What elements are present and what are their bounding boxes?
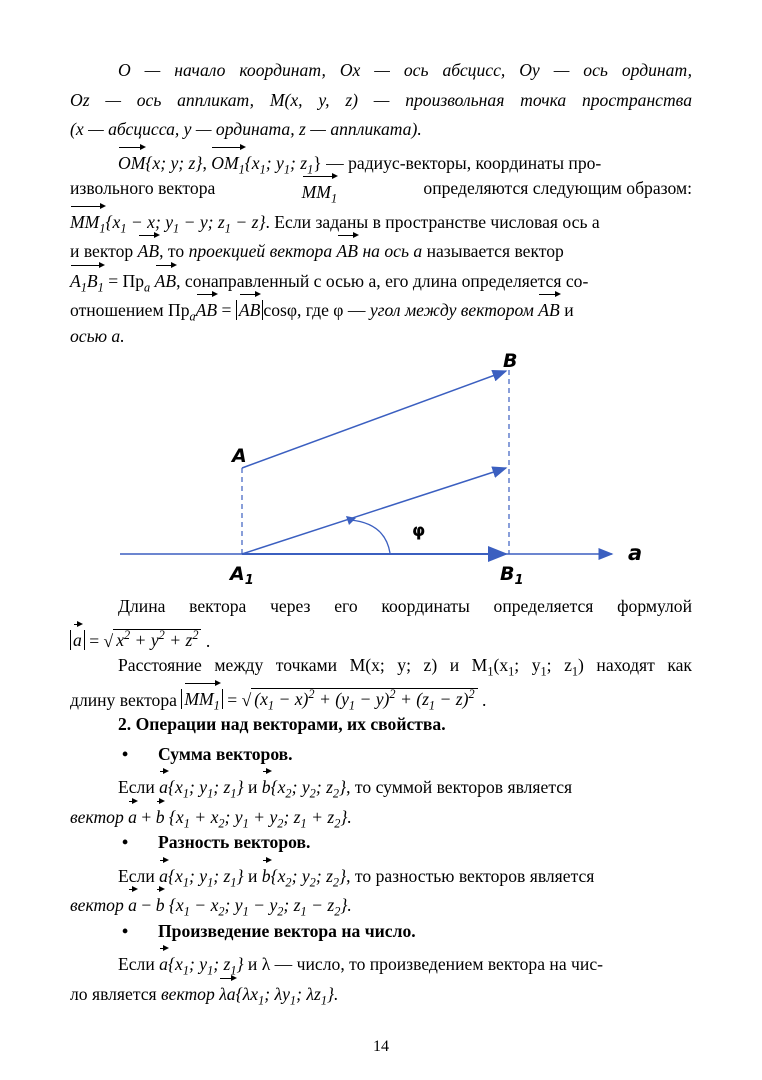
vector-a: a xyxy=(159,946,168,980)
vector-mm1-name: MM xyxy=(184,689,214,710)
sqrt-expr xyxy=(113,629,201,650)
coord-part: − y xyxy=(248,895,278,915)
coord-part: ; y xyxy=(188,954,208,974)
coord-part: ; z xyxy=(213,865,231,886)
subscript: 1 xyxy=(120,221,127,236)
subscript: 1 xyxy=(173,221,180,236)
coord-part: ; λy xyxy=(264,983,290,1004)
subscript: a xyxy=(189,309,196,324)
section-2-heading xyxy=(70,710,692,740)
subscript: 1 xyxy=(230,963,237,978)
distance-text: ; y xyxy=(514,655,541,675)
term-vector: вектор xyxy=(161,983,215,1004)
separator: , xyxy=(202,152,212,173)
intro-line xyxy=(70,204,692,234)
coord-part: {x xyxy=(167,865,183,886)
subscript: 1 xyxy=(224,221,231,236)
vector-a: a xyxy=(159,769,168,803)
label-a: A xyxy=(232,445,247,467)
coord-part: ; z xyxy=(213,777,231,797)
bullet-icon: • xyxy=(122,832,129,852)
intro-text: , сонаправленный с осью a, его длина определяется со- xyxy=(176,270,589,291)
diff-line xyxy=(70,858,692,888)
vector-om: OM xyxy=(118,145,145,179)
coord-part: {x xyxy=(270,777,286,797)
vector-b: b xyxy=(156,887,165,921)
vector-a1b1 xyxy=(70,263,104,303)
coord-part: ; y xyxy=(265,152,284,173)
coords-diff xyxy=(168,895,352,919)
coord-part: ; y xyxy=(291,777,310,797)
abs-a xyxy=(70,630,85,650)
power: 2 xyxy=(389,687,396,702)
intro-text: , то xyxy=(159,241,189,261)
expr-part: − z) xyxy=(435,689,469,710)
vector-mm1-name: MM xyxy=(301,182,331,202)
coord-part: − y; z xyxy=(179,211,225,232)
mult-text: и λ — число, то произведением вектора на чис- xyxy=(243,954,603,974)
length-line xyxy=(70,592,692,622)
vector-a: a xyxy=(128,799,137,833)
label-b1-letter: B xyxy=(500,563,515,585)
section-2-title: 2. Операции над векторами, их свойства. xyxy=(118,714,446,734)
sum-text: Если xyxy=(118,777,155,797)
subscript: 1 xyxy=(283,162,291,177)
subscript: 1 xyxy=(487,664,494,679)
bullet-mult xyxy=(70,917,692,947)
subscript: 1 xyxy=(238,162,245,177)
subscript: 1 xyxy=(242,904,249,919)
coord-part: ; λz xyxy=(296,983,321,1004)
coord-part: } xyxy=(339,777,347,797)
expr-part: + z xyxy=(164,630,193,651)
coord-part: {x xyxy=(105,211,121,232)
intro-text: Oz — ось аппликат, M(x, y, z) — произвольная точка пространства xyxy=(70,89,692,110)
power: 2 xyxy=(192,628,199,643)
coords-b xyxy=(270,777,347,801)
distance-text: ; z xyxy=(546,655,572,675)
coords-sum xyxy=(168,806,352,831)
subscript: 1 xyxy=(207,963,214,978)
distance-line xyxy=(70,651,692,681)
expr-part: − y) xyxy=(355,689,390,710)
subscript: 1 xyxy=(207,875,214,890)
subscript: 1 xyxy=(213,698,220,713)
coords-b xyxy=(270,865,347,890)
coord-part: ; z xyxy=(283,806,301,827)
coord-part: − z xyxy=(306,895,335,915)
vector-ab: AB xyxy=(138,233,160,267)
subscript: 2 xyxy=(277,904,284,919)
coord-part: − x; y xyxy=(126,211,174,232)
vector-ab-line xyxy=(242,371,506,468)
vector-mm1 xyxy=(302,174,337,204)
subscript: 2 xyxy=(309,875,316,890)
subscript: 2 xyxy=(218,904,225,919)
coord-part: {x xyxy=(167,777,183,797)
subscript: 1 xyxy=(97,280,104,295)
sum-result xyxy=(70,799,692,829)
vector-mm1 xyxy=(70,204,105,244)
expr-part: (x xyxy=(254,689,268,710)
mult-line xyxy=(70,946,692,976)
coord-part: ; y xyxy=(224,895,243,915)
subscript: 2 xyxy=(285,875,292,890)
abs-ab xyxy=(236,300,264,320)
intro-text: , где φ — xyxy=(297,300,370,320)
subscript: 1 xyxy=(207,786,214,801)
coord-part: {x xyxy=(168,806,184,827)
subscript: 1 xyxy=(330,191,338,206)
diff-title: Разность векторов. xyxy=(158,832,311,852)
subscript: 1 xyxy=(99,221,106,236)
subscript: 1 xyxy=(230,786,237,801)
intro-text: извольного вектора xyxy=(70,178,216,198)
point-name: A xyxy=(70,270,81,291)
coords-a xyxy=(167,954,244,978)
coord-part: ; y xyxy=(188,777,208,797)
power: 2 xyxy=(468,687,475,702)
vector-lambda-a: λa xyxy=(219,976,235,1010)
vector-mm1 xyxy=(184,681,219,721)
coord-part: } xyxy=(236,865,244,886)
diff-result xyxy=(70,887,692,917)
vector-b: b xyxy=(262,769,271,803)
bullet-icon: • xyxy=(122,743,129,764)
coords-mm1 xyxy=(105,211,266,236)
diff-text: и xyxy=(247,865,258,886)
power: 2 xyxy=(124,628,131,643)
coords-a xyxy=(167,865,244,890)
coord-part: ; z xyxy=(315,865,333,886)
sum-title: Сумма векторов. xyxy=(158,743,293,764)
subscript: 2 xyxy=(218,816,225,831)
distance-text: (x xyxy=(493,655,509,675)
intro-line xyxy=(70,86,692,116)
intro-line xyxy=(70,292,692,322)
bullet-diff xyxy=(70,828,692,858)
intro-text: (x — абсцисса, y — ордината, z — аппликата). xyxy=(70,119,422,139)
coord-part: ; z xyxy=(213,954,231,974)
mult-text: ло является xyxy=(70,983,162,1004)
subscript: 1 xyxy=(348,698,356,713)
term-axis: на ось a xyxy=(362,241,423,261)
coords-mult xyxy=(235,983,339,1008)
coord-part: − z} xyxy=(230,211,266,232)
intro-text: отношением Пр xyxy=(70,300,190,320)
projection-op: = Пр xyxy=(103,270,145,291)
equals: = xyxy=(222,689,242,710)
projection-figure xyxy=(100,348,660,598)
intro-text: определяются следующим образом: xyxy=(423,178,692,198)
subscript: 1 xyxy=(230,875,237,890)
label-a1-letter: A xyxy=(230,563,245,585)
operator: + xyxy=(136,806,156,827)
subscript: 1 xyxy=(182,963,189,978)
period: . xyxy=(205,630,211,651)
vector-om1-name: OM xyxy=(211,152,239,173)
subscript: 1 xyxy=(183,904,190,919)
term-vector: вектор xyxy=(70,806,124,827)
coords-a xyxy=(167,777,244,801)
intro-text: . Если заданы в пространстве числовая ось a xyxy=(265,211,600,232)
abs-mm1 xyxy=(181,689,222,713)
sum-text: , то суммой векторов является xyxy=(346,777,573,797)
operator: − xyxy=(136,895,156,915)
intro-paragraph xyxy=(70,56,692,351)
coord-part: }. xyxy=(340,806,352,827)
subscript: 1 xyxy=(183,816,190,831)
subscript: 1 xyxy=(259,162,266,177)
bullet-sum xyxy=(70,740,692,770)
intro-line xyxy=(70,322,692,352)
intro-line xyxy=(70,233,692,263)
coords-om: {x; y; z} xyxy=(145,152,203,173)
vector-a: a xyxy=(73,622,82,656)
formulas-section xyxy=(70,592,692,1008)
intro-line xyxy=(70,263,692,293)
sum-text: и xyxy=(247,777,258,797)
intro-line xyxy=(70,145,692,175)
equals: = xyxy=(217,300,236,320)
vector-ab: AB xyxy=(196,292,218,326)
label-phi: φ xyxy=(412,521,426,541)
subscript: 1 xyxy=(571,664,579,679)
vector-ab: AB xyxy=(239,292,261,326)
term-angle: угол между вектором xyxy=(369,300,534,320)
subscript: 1 xyxy=(267,698,275,713)
intro-text: } — радиус-векторы, координаты про- xyxy=(313,152,602,173)
intro-line xyxy=(70,174,692,204)
coord-part: − x xyxy=(189,895,219,915)
length-text: Длина вектора через его координаты определяется формулой xyxy=(118,596,692,616)
power: 2 xyxy=(308,687,315,702)
coord-part: + z xyxy=(306,806,335,827)
subscript: 1 xyxy=(300,816,307,831)
vector-b: b xyxy=(156,799,165,833)
intro-text: осью a. xyxy=(70,325,125,346)
parallel-vector-line xyxy=(242,468,506,554)
coords-om1 xyxy=(244,152,314,177)
coord-part: }. xyxy=(326,983,339,1004)
period: . xyxy=(482,689,487,710)
subscript: 2 xyxy=(277,816,284,831)
subscript: 1 xyxy=(428,698,436,713)
subscript: 1 xyxy=(320,993,327,1008)
coord-part: ; y xyxy=(224,806,243,827)
label-a1-sub: 1 xyxy=(244,573,254,588)
term-projection: проекцией вектора xyxy=(188,241,333,261)
coord-part: } xyxy=(236,954,244,974)
coord-part: + y xyxy=(248,806,278,827)
subscript: a xyxy=(144,280,151,295)
coord-part: {x xyxy=(168,895,184,915)
diff-text: Если xyxy=(118,865,155,886)
power: 2 xyxy=(158,628,165,643)
subscript: 1 xyxy=(289,993,297,1008)
expr-part: + (z xyxy=(395,689,429,710)
label-b1-sub: 1 xyxy=(514,573,524,588)
coord-part: ; z xyxy=(283,895,301,915)
distance-formula: длину вектора $MM_1$ = √ $(x_1 - x)^2 + (y_1 - y)^2 + (z_1 - z)^2$ . xyxy=(70,681,692,711)
intro-line xyxy=(70,115,692,145)
vector-mm1-name: MM xyxy=(70,211,100,232)
coord-part: }. xyxy=(340,895,352,915)
coord-part: {x xyxy=(270,865,286,886)
subscript: 1 xyxy=(540,664,547,679)
cos-phi: cosφ xyxy=(263,300,297,320)
label-axis-a: a xyxy=(628,541,643,565)
vector-om1 xyxy=(211,145,245,185)
label-b: B xyxy=(503,350,518,372)
sum-line xyxy=(70,769,692,799)
vector-a: a xyxy=(128,887,137,921)
mult-result xyxy=(70,976,692,1006)
coord-part: {λx xyxy=(235,983,259,1004)
vector-a: a xyxy=(159,858,168,892)
term-vector: вектор xyxy=(70,895,124,915)
subscript: 2 xyxy=(332,786,340,801)
angle-arc xyxy=(350,520,390,553)
subscript: 2 xyxy=(285,786,292,801)
distance-text: Расстояние между точками M(x; y; z) и M xyxy=(118,655,488,675)
mult-text: Если xyxy=(118,954,155,974)
point-name: B xyxy=(86,270,98,291)
diff-text: , то разностью векторов является xyxy=(346,865,595,886)
expr-part: + (y xyxy=(314,689,349,710)
subscript: 1 xyxy=(307,162,314,177)
subscript: 1 xyxy=(182,875,189,890)
subscript: 1 xyxy=(182,786,189,801)
coord-part: {x xyxy=(167,954,183,974)
subscript: 1 xyxy=(300,904,307,919)
distance-text: длину вектора xyxy=(70,689,177,710)
label-a1 xyxy=(228,563,254,588)
page-number: 14 xyxy=(373,1038,389,1055)
subscript: 1 xyxy=(258,993,265,1008)
intro-text: называется вектор xyxy=(422,241,564,261)
subscript: 1 xyxy=(508,664,515,679)
distance-text: ) находят как xyxy=(578,655,692,675)
vector-ab: AB xyxy=(337,233,359,267)
expr-part: x xyxy=(116,630,124,651)
coord-part: } xyxy=(236,777,244,797)
subscript: 1 xyxy=(80,280,87,295)
bullet-icon: • xyxy=(122,920,129,941)
subscript: 2 xyxy=(309,786,316,801)
expr-part: + y xyxy=(130,630,159,651)
vector-b: b xyxy=(262,858,271,892)
subscript: 2 xyxy=(332,875,340,890)
mult-title: Произведение вектора на число. xyxy=(158,920,416,941)
intro-text: и вектор xyxy=(70,241,134,261)
intro-text: O — начало координат, Ox — ось абсцисс, Oy — ось ординат, xyxy=(118,60,692,80)
intro-line xyxy=(70,56,692,86)
intro-text: и xyxy=(564,300,574,320)
subscript: 2 xyxy=(334,904,341,919)
coord-part: ; z xyxy=(290,152,308,173)
coord-part: {x xyxy=(244,152,260,173)
coord-part: ; z xyxy=(315,777,333,797)
coord-part: + x xyxy=(189,806,219,827)
expr-part: − x) xyxy=(274,689,309,710)
coord-part: ; y xyxy=(291,865,310,886)
coord-part: ; y xyxy=(188,865,208,886)
length-formula: a = √ $x^2 + y^2 + z^2$ . xyxy=(70,622,692,652)
vector-ab: AB xyxy=(155,263,177,297)
vector-ab: AB xyxy=(538,292,560,326)
subscript: 1 xyxy=(242,816,249,831)
subscript: 2 xyxy=(334,816,341,831)
label-b1 xyxy=(500,563,524,588)
coord-part: } xyxy=(339,865,347,886)
